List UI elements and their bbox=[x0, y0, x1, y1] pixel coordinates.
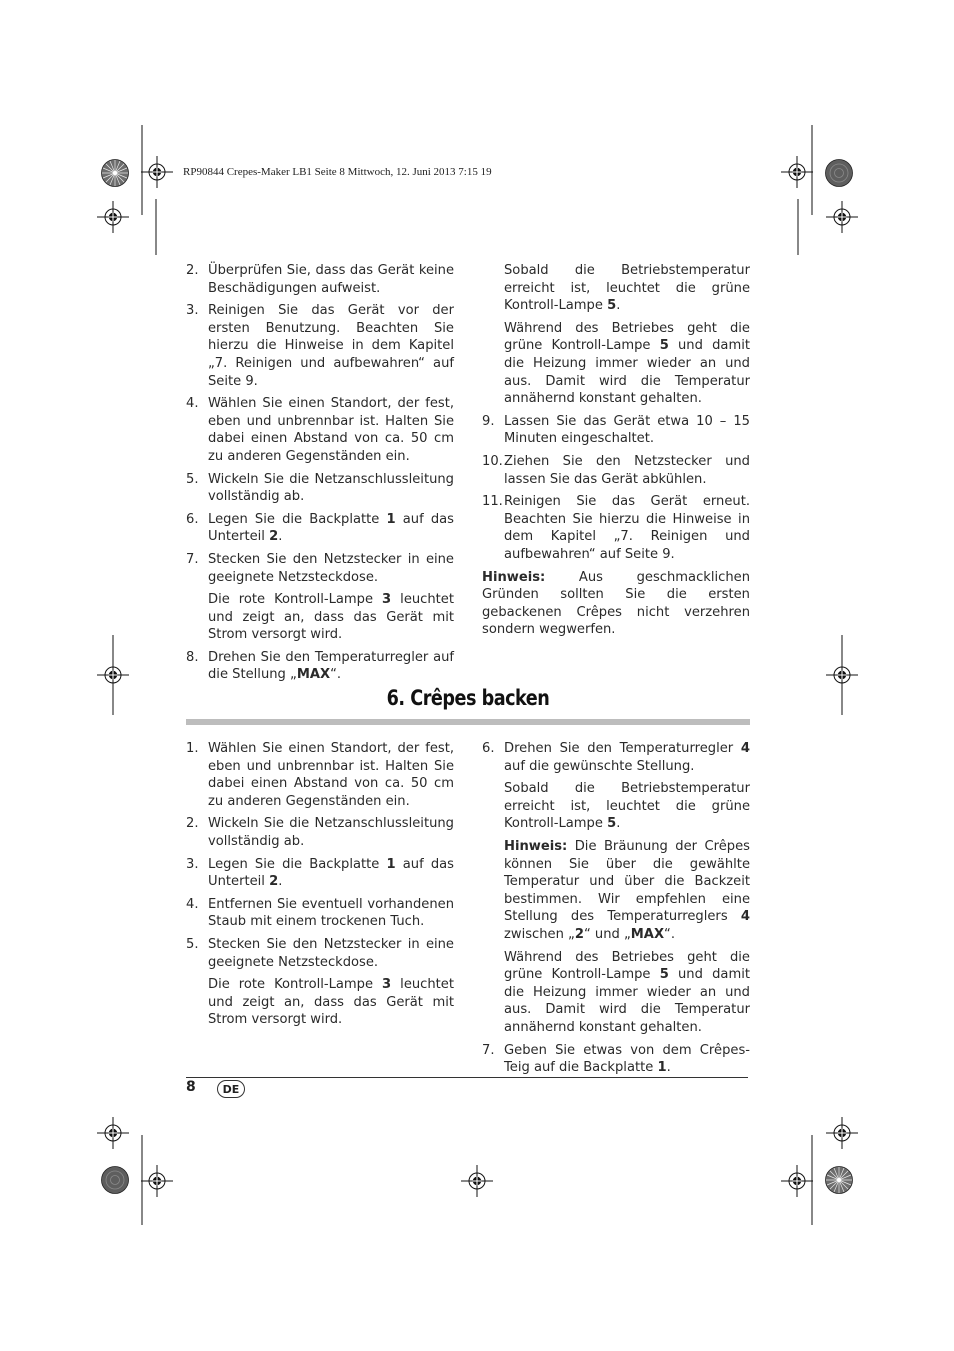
part-number: 5 bbox=[607, 816, 617, 832]
item-number: 6. bbox=[186, 511, 199, 527]
item-text: Die rote Kontroll-Lampe bbox=[208, 592, 383, 608]
hint-text: zwischen „ bbox=[504, 926, 575, 942]
continuation-paragraph bbox=[186, 976, 454, 1029]
item-text: Stecken Sie den Netzstecker in eine geeignete Netzsteckdose. bbox=[208, 936, 454, 970]
list-item bbox=[482, 740, 750, 775]
continuation-paragraph bbox=[482, 949, 750, 1037]
item-text: leuchtet und zeigt an, dass das Gerät mit Strom versorgt wird. bbox=[208, 592, 454, 643]
top-right-column bbox=[482, 262, 750, 639]
list-item bbox=[186, 740, 454, 810]
list-item bbox=[186, 896, 454, 931]
list-item bbox=[186, 551, 454, 586]
page-number: 8 bbox=[186, 1079, 196, 1095]
item-number: 2. bbox=[186, 263, 199, 278]
part-number: 3 bbox=[382, 592, 392, 608]
part-number: 1 bbox=[386, 856, 396, 872]
list-item bbox=[186, 856, 454, 891]
part-number: 1 bbox=[386, 511, 396, 527]
item-text: Geben Sie etwas von dem Crêpes-Teig auf die Backplatte bbox=[504, 1042, 750, 1076]
item-text: Wickeln Sie die Netzanschlussleitung vollständig ab. bbox=[208, 816, 454, 849]
hint-text: Die Bräunung der Crêpes können Sie über die gewählte Temperatur und über die Backzeit bestimmen. Wir empfehlen eine Stellung des Temperaturreglers bbox=[504, 838, 750, 925]
print-header: RP90844 Crepes-Maker LB1 Seite 8 Mittwoch, 12. Juni 2013 7:15 19 bbox=[183, 166, 492, 178]
item-text: Stecken Sie den Netzstecker in eine geeignete Netzsteckdose. bbox=[208, 551, 454, 585]
language-badge: DE bbox=[217, 1080, 245, 1098]
hint-label: Hinweis: bbox=[482, 569, 546, 585]
item-text: Die rote Kontroll-Lampe bbox=[208, 977, 383, 993]
continuation-paragraph bbox=[186, 591, 454, 644]
item-text: Wählen Sie einen Standort, der fest, eben und unbrennbar ist. Halten Sie dabei einen Abstand von ca. 50 cm zu anderen Gegenständen ein. bbox=[208, 741, 454, 809]
item-number: 1. bbox=[186, 741, 199, 756]
item-number: 11. bbox=[482, 494, 503, 510]
item-number: 9. bbox=[482, 413, 495, 429]
list-item bbox=[186, 649, 454, 684]
item-text: auf das Unterteil bbox=[208, 856, 454, 890]
item-text: Reinigen Sie das Gerät vor der ersten Benutzung. Beachten Sie hierzu die Hinweise in dem Kapitel „7. Reinigen und aufbewahren“ auf Seite 9. bbox=[208, 303, 454, 389]
part-number: 5 bbox=[659, 338, 669, 354]
part-number: 1 bbox=[657, 1060, 667, 1076]
item-text: auf das Unterteil bbox=[208, 511, 454, 545]
item-text: Legen Sie die Backplatte bbox=[208, 511, 387, 527]
item-number: 7. bbox=[482, 1042, 495, 1058]
part-number: 2 bbox=[269, 529, 279, 545]
item-text: Überprüfen Sie, dass das Gerät keine Beschädigungen aufweist. bbox=[208, 263, 454, 296]
part-number: 5 bbox=[607, 298, 617, 314]
item-text: . bbox=[278, 874, 283, 890]
list-item bbox=[482, 413, 750, 448]
list-item bbox=[186, 471, 454, 506]
hint-text: “ und „ bbox=[583, 926, 631, 942]
hint-note bbox=[482, 838, 750, 944]
continuation-paragraph bbox=[482, 262, 750, 315]
item-text: “. bbox=[330, 667, 342, 683]
item-text: Drehen Sie den Temperaturregler bbox=[504, 741, 741, 756]
item-text: Wählen Sie einen Standort, der fest, eben und unbrennbar ist. Halten Sie dabei einen Abstand von ca. 50 cm zu anderen Gegenständen ein. bbox=[208, 396, 454, 464]
item-text: Lassen Sie das Gerät etwa 10 – 15 Minuten eingeschaltet. bbox=[504, 413, 750, 447]
item-text: Während des Betriebes geht die grüne Kontroll-Lampe bbox=[504, 320, 750, 354]
footer-rule bbox=[186, 1077, 748, 1078]
continuation-paragraph bbox=[482, 320, 750, 408]
item-number: 3. bbox=[186, 856, 199, 872]
list-item bbox=[186, 815, 454, 850]
item-text: Legen Sie die Backplatte bbox=[208, 856, 387, 872]
list-item bbox=[186, 262, 454, 297]
item-number: 8. bbox=[186, 649, 199, 665]
part-number: 4 bbox=[740, 741, 750, 756]
title-rule bbox=[186, 719, 750, 725]
item-text: Sobald die Betriebstemperatur erreicht ist, leuchtet die grüne Kontroll-Lampe bbox=[504, 781, 750, 832]
item-number: 2. bbox=[186, 816, 199, 832]
item-text: Während des Betriebes geht die grüne Kontroll-Lampe bbox=[504, 949, 750, 983]
list-item bbox=[482, 1042, 750, 1077]
item-number: 5. bbox=[186, 471, 199, 487]
item-text: leuchtet und zeigt an, dass das Gerät mit Strom versorgt wird. bbox=[208, 977, 454, 1028]
item-text: . bbox=[616, 816, 621, 832]
list-item bbox=[186, 395, 454, 465]
hint-label: Hinweis: bbox=[504, 838, 568, 854]
list-item bbox=[482, 493, 750, 563]
item-text: auf die gewünschte Stellung. bbox=[504, 758, 695, 774]
list-item bbox=[186, 302, 454, 390]
item-text: und damit die Heizung immer wieder an und aus. Damit wird die Temperatur annähernd konstant gehalten. bbox=[504, 338, 750, 407]
list-item bbox=[186, 511, 454, 546]
item-number: 4. bbox=[186, 896, 199, 912]
hint-text: “. bbox=[664, 926, 675, 942]
item-number: 10. bbox=[482, 453, 503, 469]
setting-label: 2 bbox=[574, 926, 584, 942]
item-text: Drehen Sie den Temperaturregler auf die Stellung „ bbox=[208, 649, 454, 683]
part-number: 5 bbox=[659, 967, 669, 983]
hint-note bbox=[482, 569, 750, 639]
item-text: . bbox=[278, 529, 283, 545]
section-title: 6. Crêpes backen bbox=[386, 686, 550, 710]
setting-label: MAX bbox=[296, 667, 331, 683]
bottom-right-column bbox=[482, 740, 750, 1082]
part-number: 2 bbox=[269, 874, 279, 890]
bottom-left-column bbox=[186, 740, 454, 1034]
item-text: Entfernen Sie eventuell vorhandenen Staub mit einem trockenen Tuch. bbox=[208, 896, 454, 930]
item-text: . bbox=[616, 298, 621, 314]
part-number: 4 bbox=[740, 909, 750, 925]
top-left-column bbox=[186, 262, 454, 689]
item-text: und damit die Heizung immer wieder an und aus. Damit wird die Temperatur annähernd konstant gehalten. bbox=[504, 967, 750, 1035]
list-item bbox=[186, 936, 454, 971]
hint-text: Aus geschmacklichen Gründen sollten Sie die ersten gebackenen Crêpes nicht verzehren sondern wegwerfen. bbox=[482, 569, 750, 638]
item-number: 7. bbox=[186, 551, 199, 567]
item-text: Ziehen Sie den Netzstecker und lassen Sie das Gerät abkühlen. bbox=[504, 453, 750, 487]
item-number: 3. bbox=[186, 303, 199, 319]
part-number: 3 bbox=[382, 977, 392, 993]
continuation-paragraph bbox=[482, 780, 750, 833]
item-text: Wickeln Sie die Netzanschlussleitung vollständig ab. bbox=[208, 471, 454, 505]
item-text: Reinigen Sie das Gerät erneut. Beachten Sie hierzu die Hinweise in dem Kapitel „7. Reinigen und aufbewahren“ auf Seite 9. bbox=[504, 494, 750, 562]
item-text: . bbox=[666, 1060, 671, 1076]
item-text: Sobald die Betriebstemperatur erreicht ist, leuchtet die grüne Kontroll-Lampe bbox=[504, 263, 750, 314]
item-number: 6. bbox=[482, 741, 495, 756]
item-number: 4. bbox=[186, 396, 199, 412]
list-item bbox=[482, 453, 750, 488]
item-number: 5. bbox=[186, 936, 199, 952]
setting-label: MAX bbox=[630, 926, 665, 942]
